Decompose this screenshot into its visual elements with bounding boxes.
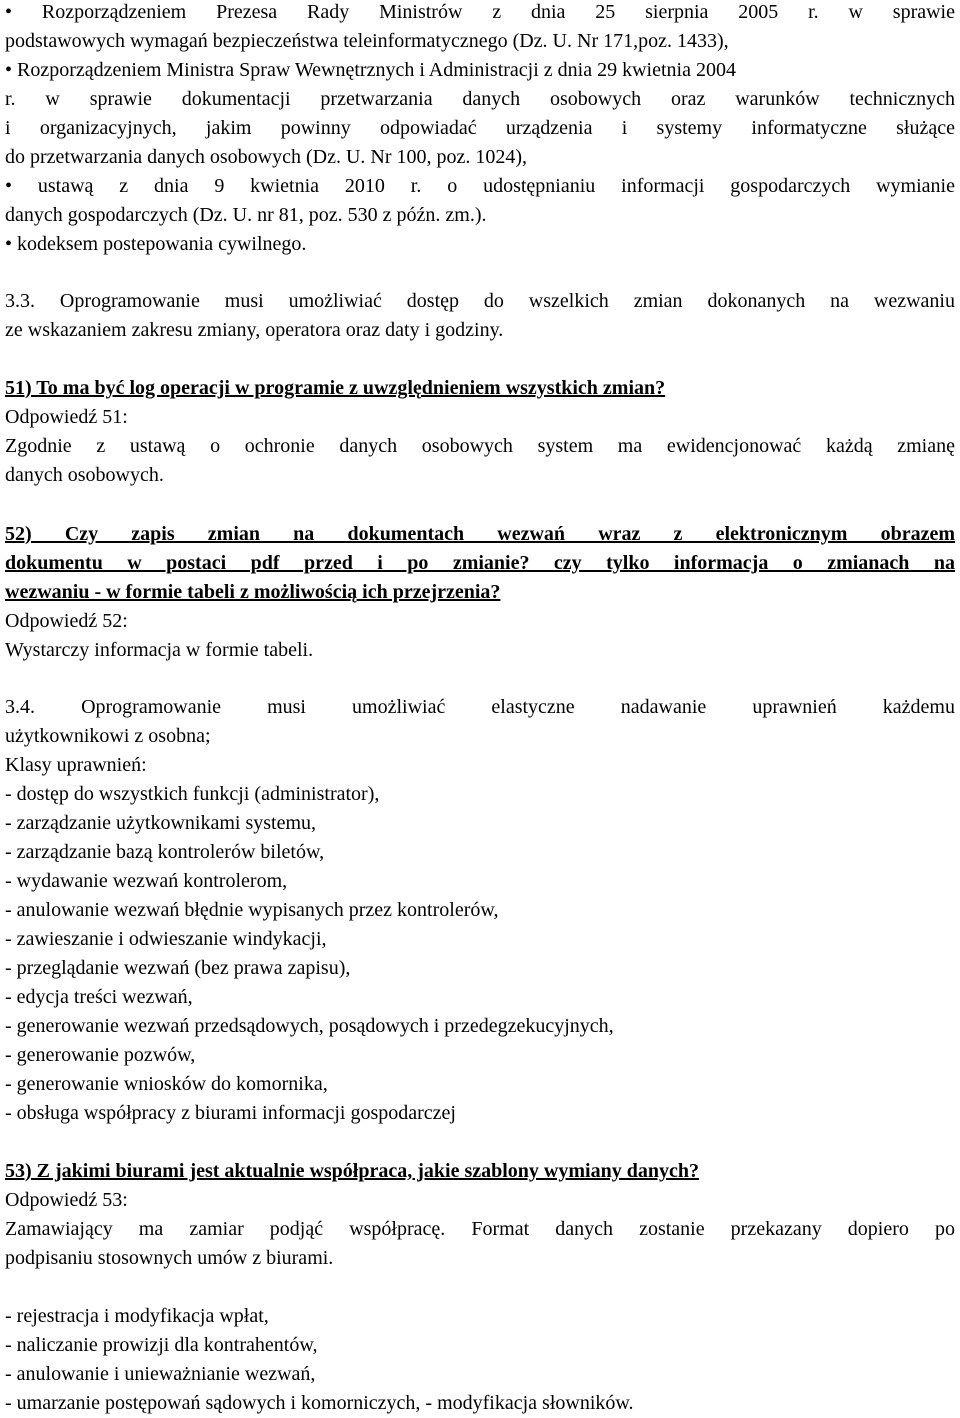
question-52-continued: dokumentu w postaci pdf przed i po zmianie? czy tylko informacja o zmianach na <box>5 552 955 574</box>
permission-class-item: - przeglądanie wezwań (bez prawa zapisu), <box>5 957 351 979</box>
section-3-3-continued: ze wskazaniem zakresu zmiany, operatora oraz daty i godziny. <box>5 319 504 341</box>
permission-class-item: - generowanie wniosków do komornika, <box>5 1073 328 1095</box>
answer-52: Wystarczy informacja w formie tabeli. <box>5 639 314 661</box>
section-3-3: 3.3. Oprogramowanie musi umożliwiać dostęp do wszelkich zmian dokonanych na wezwaniu <box>5 290 955 312</box>
answer-51: Zgodnie z ustawą o ochronie danych osobowych system ma ewidencjonować każdą zmianę <box>5 435 955 457</box>
list-item: - naliczanie prowizji dla kontrahentów, <box>5 1334 318 1356</box>
section-3-4: 3.4. Oprogramowanie musi umożliwiać elastyczne nadawanie uprawnień każdemu <box>5 696 955 718</box>
permission-classes-label: Klasy uprawnień: <box>5 754 147 776</box>
bullet-item: • ustawą z dnia 9 kwietnia 2010 r. o udostępnianiu informacji gospodarczych wymianie <box>5 172 955 201</box>
answer-51-continued: danych osobowych. <box>5 464 164 486</box>
permission-class-item: - zawieszanie i odwieszanie windykacji, <box>5 928 327 950</box>
bullet-item-continued: danych gospodarczych (Dz. U. nr 81, poz. 530 z późn. zm.). <box>5 204 487 226</box>
bullet-item: • Rozporządzeniem Prezesa Rady Ministrów z dnia 25 sierpnia 2005 r. w sprawie <box>5 0 955 27</box>
list-item: - rejestracja i modyfikacja wpłat, <box>5 1305 269 1327</box>
bullet-item-continued: podstawowych wymagań bezpieczeństwa teleinformatycznego (Dz. U. Nr 171,poz. 1433), <box>5 30 729 52</box>
permission-class-item: - obsługa współpracy z biurami informacji gospodarczej <box>5 1102 456 1124</box>
list-item: - umarzanie postępowań sądowych i komorniczych, - modyfikacja słowników. <box>5 1392 634 1414</box>
bullet-item-continued: do przetwarzania danych osobowych (Dz. U. Nr 100, poz. 1024), <box>5 146 528 168</box>
permission-class-item: - zarządzanie użytkownikami systemu, <box>5 812 316 834</box>
permission-class-item: - wydawanie wezwań kontrolerom, <box>5 870 288 892</box>
section-3-4-continued: użytkownikowi z osobna; <box>5 725 211 747</box>
list-item: - anulowanie i unieważnianie wezwań, <box>5 1363 316 1385</box>
bullet-item-continued: r. w sprawie dokumentacji przetwarzania danych osobowych oraz warunków technicznych <box>5 88 955 110</box>
answer-51-label: Odpowiedź 51: <box>5 406 128 428</box>
bullet-item: • Rozporządzeniem Ministra Spraw Wewnętrznych i Administracji z dnia 29 kwietnia 2004 <box>5 56 736 85</box>
permission-class-item: - generowanie pozwów, <box>5 1044 196 1066</box>
answer-52-label: Odpowiedź 52: <box>5 610 128 632</box>
permission-class-item: - edycja treści wezwań, <box>5 986 193 1008</box>
question-52-continued: wezwaniu - w formie tabeli z możliwością ich przejrzenia? <box>5 581 501 603</box>
permission-class-item: - dostęp do wszystkich funkcji (administrator), <box>5 783 380 805</box>
answer-53: Zamawiający ma zamiar podjąć współpracę. Format danych zostanie przekazany dopiero po <box>5 1218 955 1240</box>
answer-53-continued: podpisaniu stosownych umów z biurami. <box>5 1247 334 1269</box>
answer-53-label: Odpowiedź 53: <box>5 1189 128 1211</box>
question-52: 52) Czy zapis zmian na dokumentach wezwań wraz z elektronicznym obrazem <box>5 523 955 545</box>
permission-class-item: - anulowanie wezwań błędnie wypisanych przez kontrolerów, <box>5 899 499 921</box>
bullet-item: • kodeksem postepowania cywilnego. <box>5 230 306 259</box>
permission-class-item: - zarządzanie bazą kontrolerów biletów, <box>5 841 325 863</box>
question-51: 51) To ma być log operacji w programie z uwzględnieniem wszystkich zmian? <box>5 377 666 399</box>
bullet-item-continued: i organizacyjnych, jakim powinny odpowiadać urządzenia i systemy informatyczne służące <box>5 117 955 139</box>
question-53: 53) Z jakimi biurami jest aktualnie współpraca, jakie szablony wymiany danych? <box>5 1160 699 1182</box>
permission-class-item: - generowanie wezwań przedsądowych, posądowych i przedegzekucyjnych, <box>5 1015 614 1037</box>
